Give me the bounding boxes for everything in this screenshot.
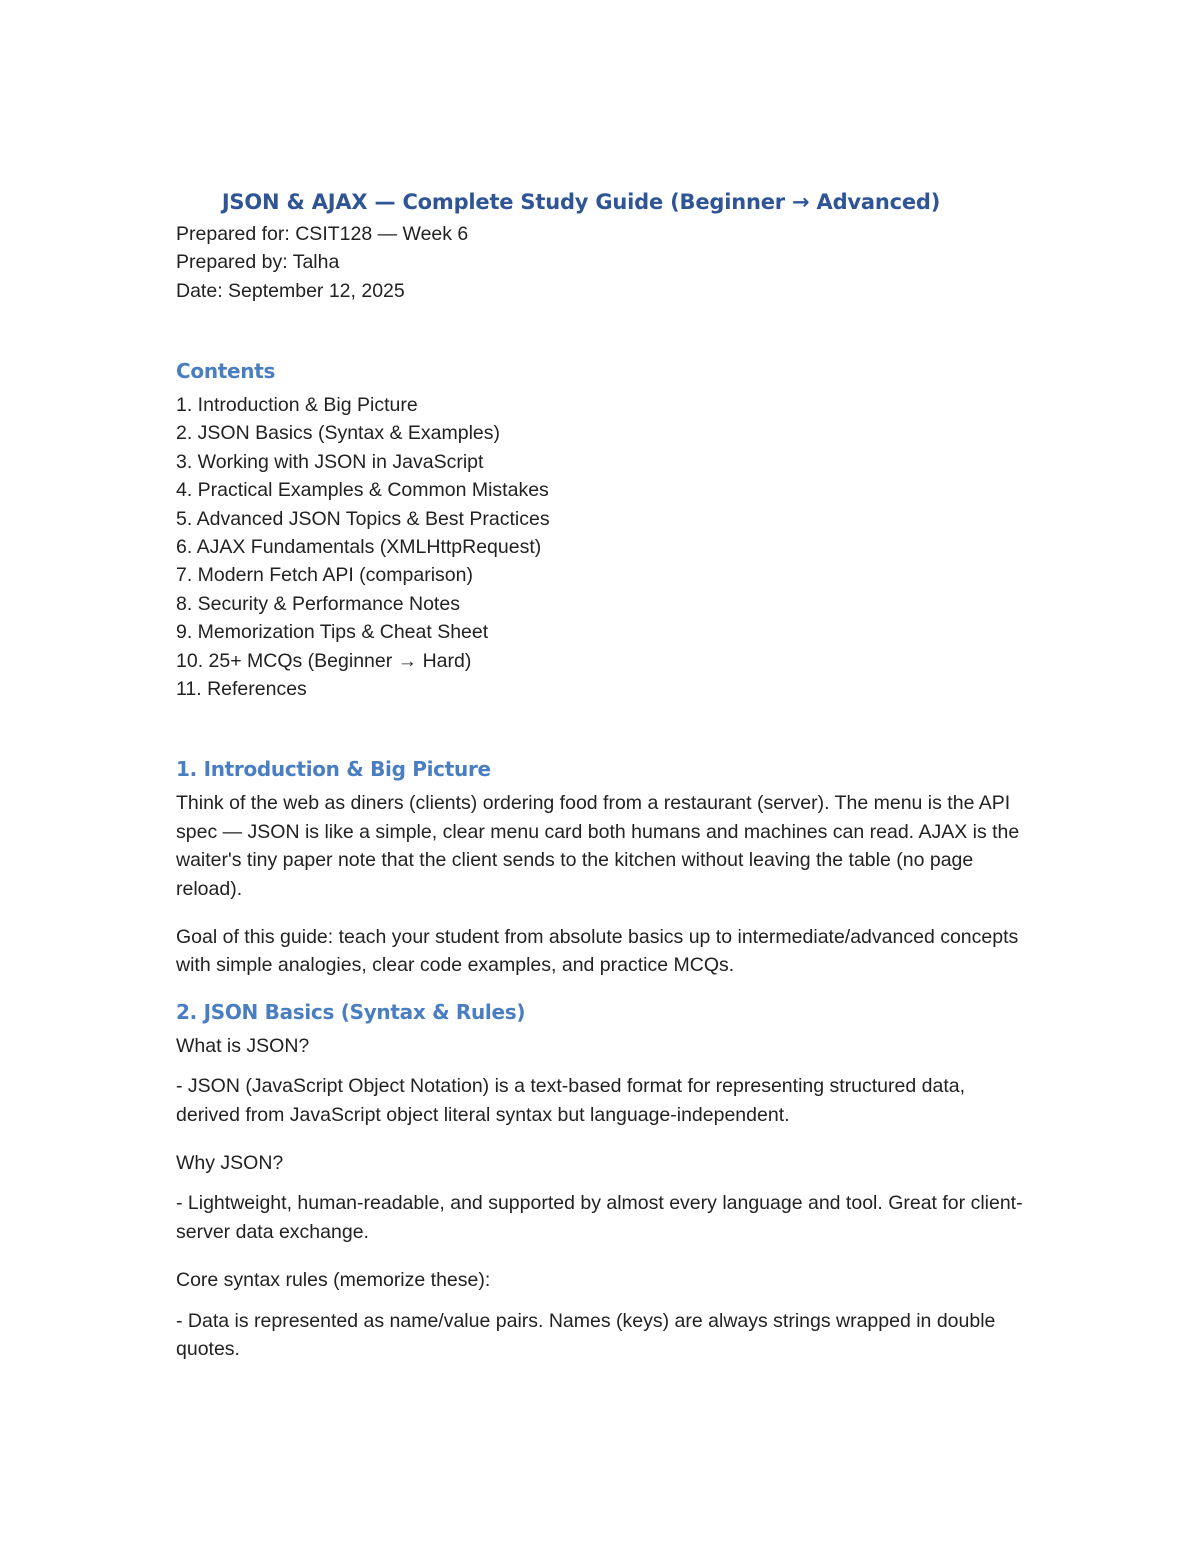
toc-item: 5. Advanced JSON Topics & Best Practices (176, 507, 550, 530)
toc-item: 8. Security & Performance Notes (176, 592, 460, 615)
document-title: JSON & AJAX — Complete Study Guide (Beginner → Advanced) (221, 190, 941, 214)
core-rule-item: - Data is represented as name/value pairs. Names (keys) are always strings wrapped in double quotes. (176, 1309, 996, 1361)
toc-item: 4. Practical Examples & Common Mistakes (176, 479, 549, 502)
toc-item: 1. Introduction & Big Picture (176, 393, 418, 416)
what-is-json-answer: - JSON (JavaScript Object Notation) is a text-based format for representing structured data, derived from JavaScript object literal syntax but language-independent. (176, 1075, 965, 1126)
contents-heading: Contents (176, 358, 276, 383)
toc-item: 7. Modern Fetch API (comparison) (176, 564, 473, 587)
document-meta (176, 220, 1026, 305)
toc-item: 6. AJAX Fundamentals (XMLHttpRequest) (176, 535, 542, 558)
toc-item: 11. References (176, 677, 307, 700)
toc-item: 10. 25+ MCQs (Beginner → Hard) (176, 649, 472, 672)
document-content (176, 190, 1026, 1383)
section-1-paragraph: Goal of this guide: teach your student from absolute basics up to intermediate/advanced concepts with simple analogies, clear code examples, and practice MCQs. (176, 925, 1019, 977)
why-json-label: Why JSON? (176, 1152, 284, 1175)
toc-item: 3. Working with JSON in JavaScript (176, 450, 484, 473)
prepared-by: Prepared by: Talha (176, 251, 340, 274)
what-is-json-label: What is JSON? (176, 1034, 310, 1057)
section-1-paragraph: Think of the web as diners (clients) ordering food from a restaurant (server). The menu is the API spec — JSON is like a simple, clear menu card both humans and machines can read. AJAX is the waiter's tiny paper note that the client sends to the kitchen without leaving the table (no page reload). (176, 792, 1020, 900)
document-date: Date: September 12, 2025 (176, 279, 405, 302)
why-json-answer: - Lightweight, human-readable, and supported by almost every language and tool. Great for client-server data exchange. (176, 1192, 1023, 1243)
core-rules-label: Core syntax rules (memorize these): (176, 1269, 491, 1292)
section-1-heading: 1. Introduction & Big Picture (176, 757, 491, 782)
table-of-contents (176, 391, 1026, 703)
section-2-heading: 2. JSON Basics (Syntax & Rules) (176, 999, 526, 1024)
toc-item: 9. Memorization Tips & Cheat Sheet (176, 621, 489, 644)
prepared-for: Prepared for: CSIT128 — Week 6 (176, 223, 469, 245)
toc-item: 2. JSON Basics (Syntax & Examples) (176, 422, 501, 445)
